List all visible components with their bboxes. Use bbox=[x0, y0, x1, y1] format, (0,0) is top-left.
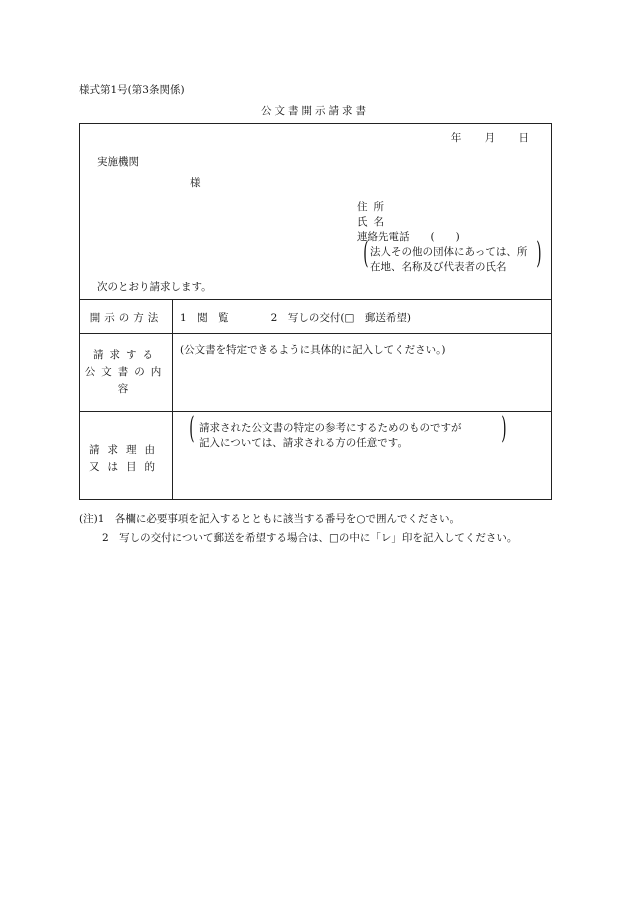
footnote-2: 2 写しの交付について郵送を希望する場合は、□の中に「レ」印を記入してください。 bbox=[102, 532, 518, 544]
document-hint[interactable]: (公文書を特定できるように具体的に記入してください。) bbox=[180, 344, 446, 356]
date-line: 年 月 日 bbox=[450, 132, 529, 144]
address-label: 住所 bbox=[357, 201, 390, 213]
reason-label-line2: 又は目的 bbox=[89, 461, 163, 473]
corp-note-line1: 法人その他の団体にあっては、所 bbox=[370, 246, 528, 258]
right-paren-icon: ) bbox=[501, 411, 507, 446]
reason-note-line2[interactable]: 記入については、請求される方の任意です。 bbox=[199, 437, 408, 449]
left-paren-icon: ( bbox=[189, 411, 195, 446]
reason-label-line1: 請求理由 bbox=[89, 444, 163, 456]
reason-note-line1[interactable]: 請求された公文書の特定の参考にするためのものですが bbox=[199, 422, 462, 434]
right-paren-icon: ) bbox=[536, 236, 542, 271]
corp-note-line2: 在地、名称及び代表者の氏名 bbox=[370, 261, 507, 273]
phone-label: 連絡先電話 ( ) bbox=[357, 231, 460, 243]
request-text: 次のとおり請求します。 bbox=[97, 281, 212, 293]
divider bbox=[80, 299, 551, 300]
document-label-line2: 公文書の内容 bbox=[84, 366, 168, 395]
column-divider bbox=[172, 299, 173, 499]
divider bbox=[80, 411, 551, 412]
footnote-1: (注)1 各欄に必要事項を記入するとともに該当する番号を○で囲んでください。 bbox=[79, 513, 461, 525]
left-paren-icon: ( bbox=[363, 236, 369, 271]
request-form bbox=[79, 123, 552, 500]
divider bbox=[80, 333, 551, 334]
agency-label: 実施機関 bbox=[97, 156, 139, 168]
method-label: 開示の方法 bbox=[89, 312, 163, 324]
document-label-line1: 請求する bbox=[93, 349, 159, 361]
page-title: 公文書開示請求書 bbox=[261, 105, 369, 117]
method-value[interactable]: 1 閲 覧 2 写しの交付(□ 郵送希望) bbox=[180, 312, 411, 324]
document-label bbox=[80, 347, 172, 398]
honorific: 様 bbox=[190, 177, 201, 189]
reason-label bbox=[80, 442, 172, 476]
form-number: 様式第1号(第3条関係) bbox=[79, 84, 185, 96]
name-label: 氏名 bbox=[357, 216, 390, 228]
